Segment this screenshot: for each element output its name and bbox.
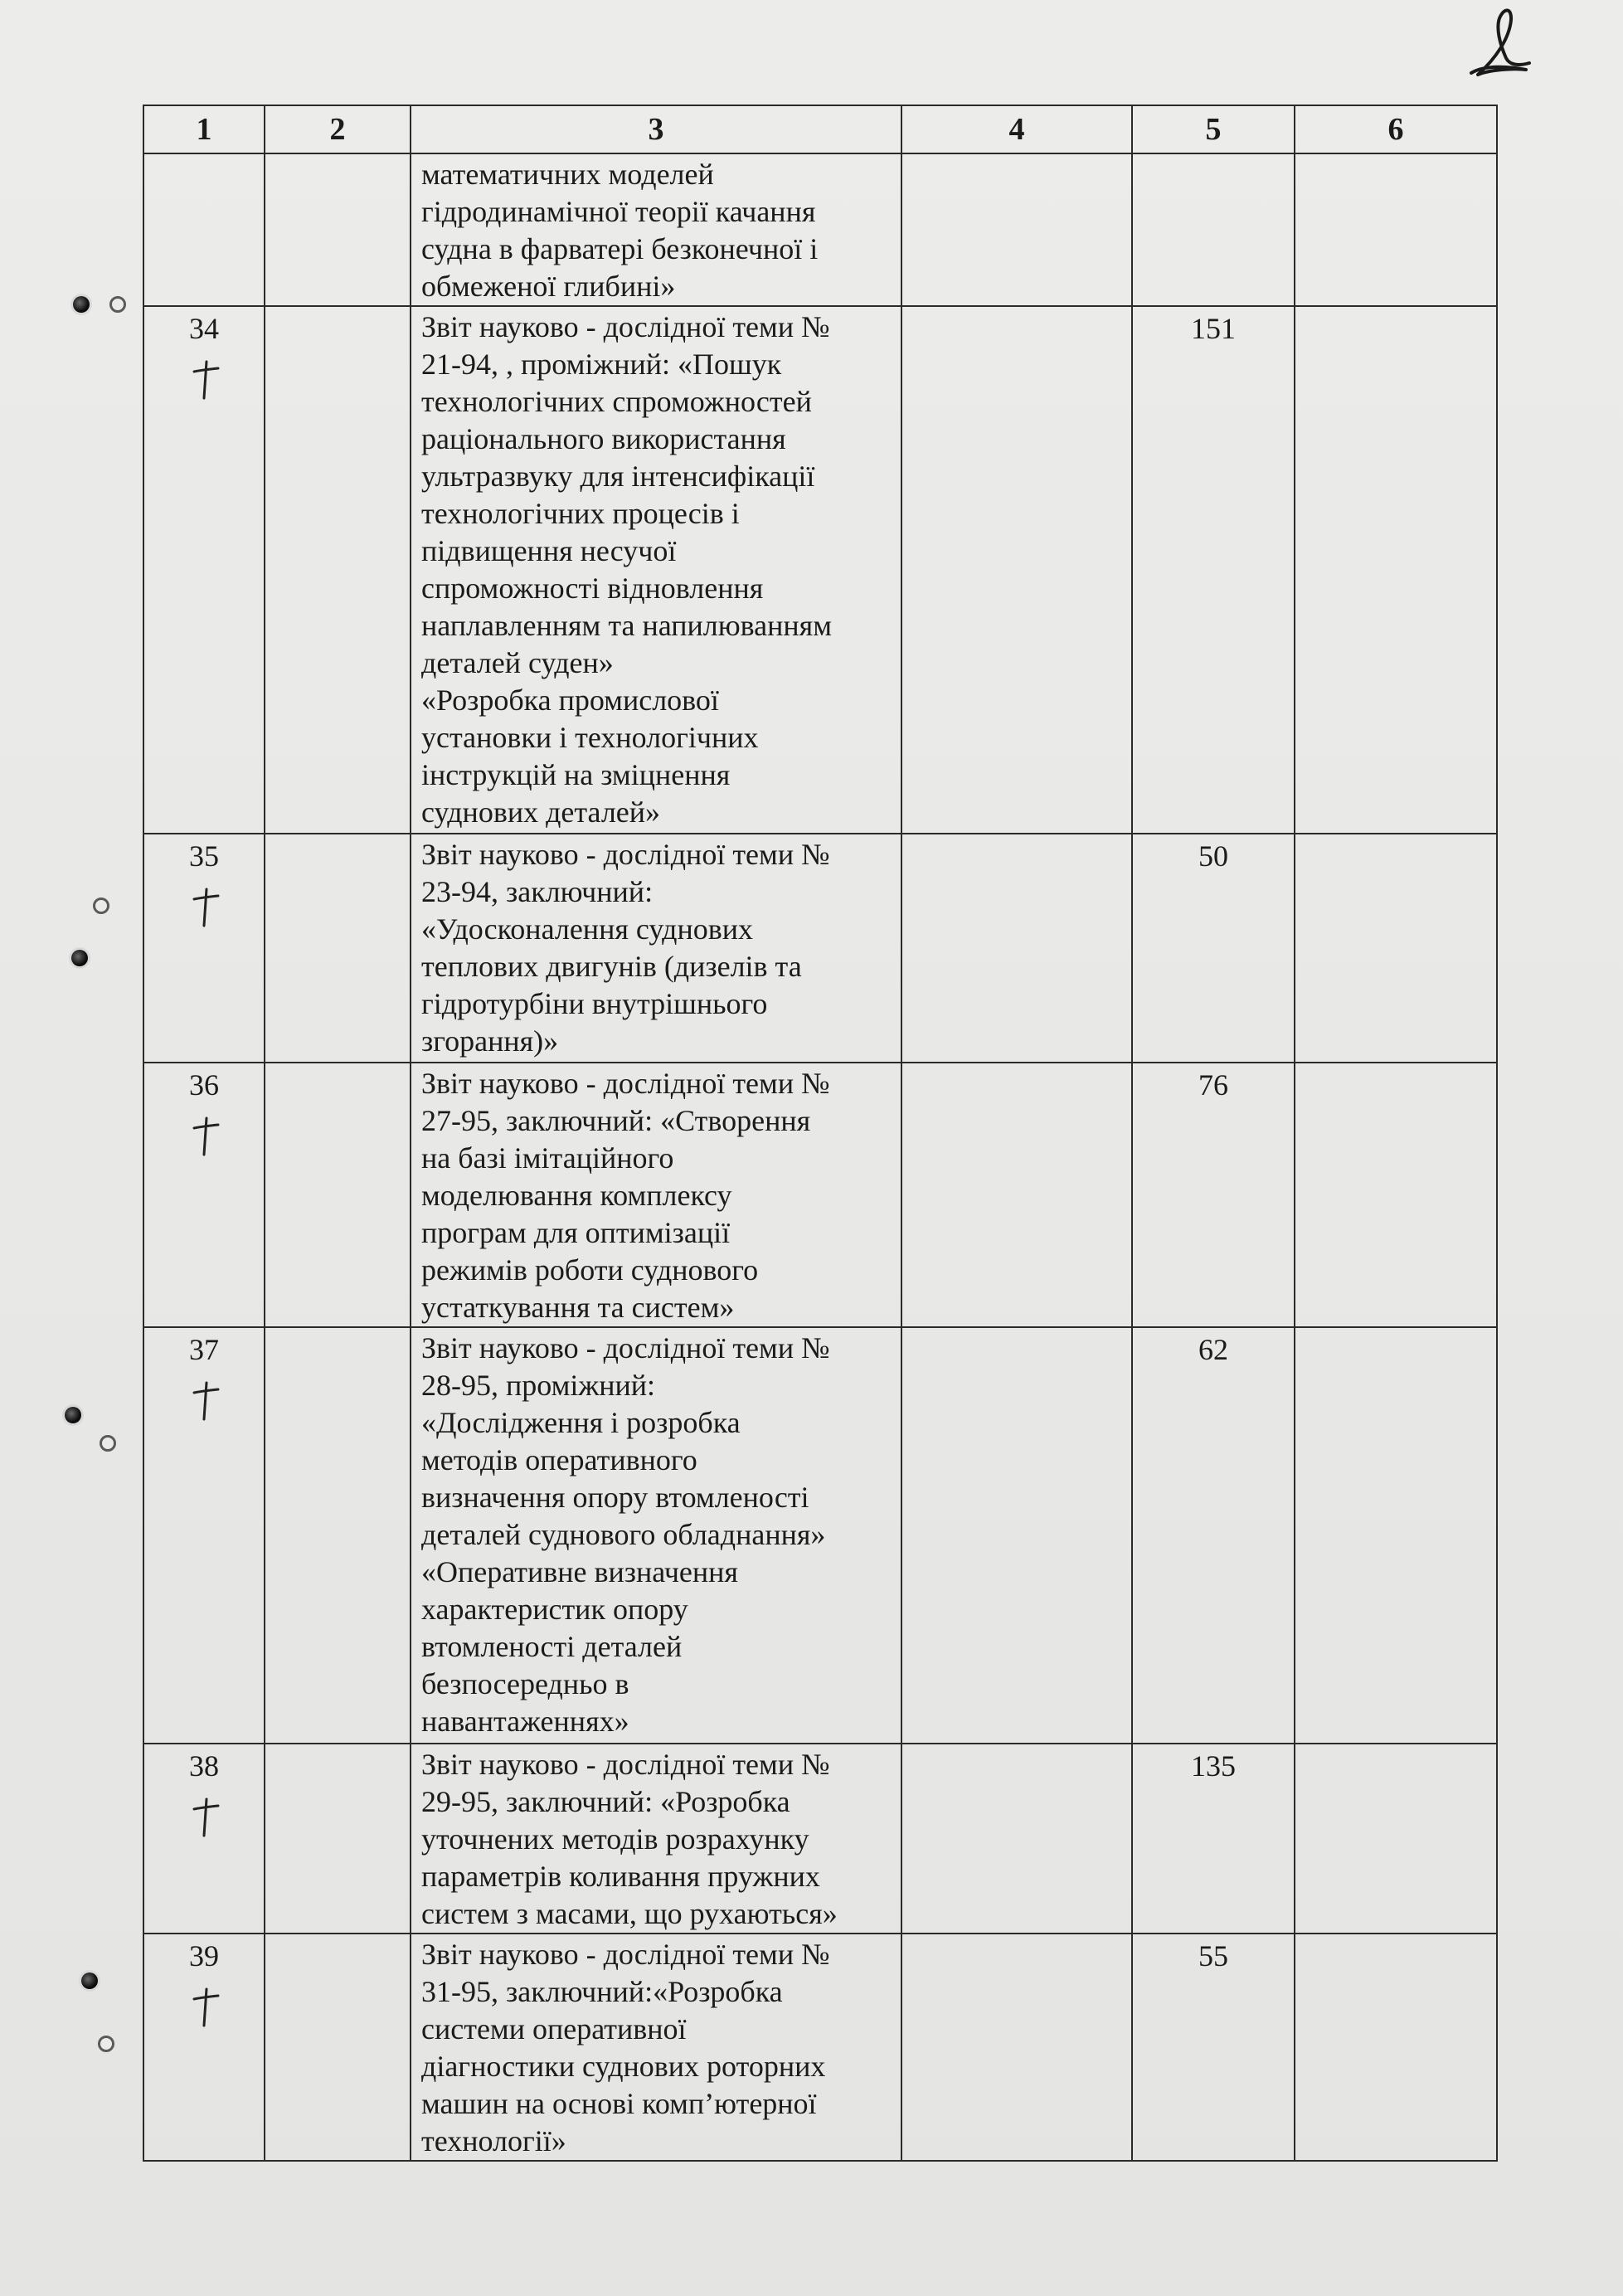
item-number: 39 [189,1939,219,1973]
description-line: 31-95, заключний:«Розробка [421,1975,783,2008]
table-body [143,153,1497,2161]
description-line: методів оперативного [421,1443,697,1476]
description-line: уточнених методів розрахунку [421,1822,809,1856]
description-line: 23-94, заключний: [421,875,654,908]
description-line: установки і технологічних [421,721,759,754]
handwritten-check-mark-icon [191,886,221,927]
binding-hole [71,950,88,966]
column-4-cell [901,1934,1132,2161]
description-line: Звіт науково - дослідної теми № [421,1331,830,1364]
table-row [143,306,1497,834]
item-number: 36 [189,1068,219,1102]
description-line: визначення опору втомленості [421,1481,809,1514]
column-2-cell [265,153,411,306]
description-line: режимів роботи суднового [421,1253,759,1287]
item-number: 35 [189,839,219,873]
description-line: втомленості деталей [421,1630,683,1663]
description-line: підвищення несучої [421,534,677,567]
column-header: 4 [901,105,1132,153]
item-description-cell [411,1934,901,2161]
table-row [143,1063,1497,1327]
table-header-row [143,105,1497,153]
column-4-cell [901,834,1132,1063]
item-number-cell [143,306,265,834]
inventory-table [143,105,1498,2162]
description-line: раціонального використання [421,422,786,455]
page-count-cell [1132,834,1295,1063]
binding-hole [65,1407,81,1423]
column-6-cell [1295,153,1497,306]
item-description-cell [411,834,901,1063]
page-count: 62 [1198,1333,1228,1366]
column-6-cell [1295,834,1497,1063]
binding-hole-ring [98,2036,114,2052]
description-line: гідротурбіни внутрішнього [421,987,768,1020]
page-count: 151 [1191,312,1236,345]
handwritten-check-mark-icon [191,358,221,400]
column-2-cell [265,1063,411,1327]
description-line: 27-95, заключний: «Створення [421,1104,811,1137]
page-count: 50 [1198,839,1228,873]
column-6-cell [1295,306,1497,834]
description-line: параметрів коливання пружних [421,1860,820,1893]
page-count-cell [1132,153,1295,306]
item-number-cell [143,1744,265,1934]
description-line: згорання)» [421,1024,559,1058]
description-line: устаткування та систем» [421,1291,735,1324]
description-line: Звіт науково - дослідної теми № [421,310,830,343]
column-6-cell [1295,1744,1497,1934]
handwritten-page-number [1460,0,1534,83]
description-line: 29-95, заключний: «Розробка [421,1785,790,1818]
description-line: 28-95, проміжний: [421,1369,656,1402]
page-count-cell [1132,1744,1295,1934]
column-4-cell [901,1744,1132,1934]
column-header: 3 [411,105,901,153]
description-line: на базі імітаційного [421,1141,674,1175]
description-line: обмеженої глибині» [421,270,676,303]
item-number: 34 [189,312,219,345]
description-line: навантаженнях» [421,1705,629,1738]
column-6-cell [1295,1063,1497,1327]
description-line: програм для оптимізації [421,1216,731,1249]
handwritten-check-mark-icon [191,1796,221,1837]
item-description-cell [411,153,901,306]
page-count: 55 [1198,1939,1228,1973]
description-line: безпосередньо в [421,1667,629,1700]
item-number-cell [143,153,265,306]
description-line: діагностики суднових роторних [421,2050,826,2083]
description-line: технологічних спроможностей [421,385,812,418]
column-header: 1 [143,105,265,153]
column-4-cell [901,1063,1132,1327]
item-number-cell [143,1327,265,1744]
description-line: гідродинамічної теорії качання [421,195,816,228]
description-line: Звіт науково - дослідної теми № [421,1938,830,1971]
item-description-cell [411,1063,901,1327]
description-line: інструкцій на зміцнення [421,758,731,791]
item-description-cell [411,1744,901,1934]
description-line: технологічних процесів і [421,497,740,530]
handwritten-check-mark-icon [191,1379,221,1421]
column-4-cell [901,1327,1132,1744]
column-2-cell [265,1744,411,1934]
description-line: «Розробка промислової [421,683,719,717]
description-line: Звіт науково - дослідної теми № [421,1067,830,1100]
handwritten-check-mark-icon [191,1986,221,2027]
description-line: деталей суден» [421,646,614,679]
column-2-cell [265,1327,411,1744]
description-line: системи оперативної [421,2012,687,2045]
description-line: теплових двигунів (дизелів та [421,950,802,983]
page-count: 135 [1191,1749,1236,1783]
binding-hole [73,296,90,313]
description-line: наплавленням та напилюванням [421,609,832,642]
column-header: 6 [1295,105,1497,153]
column-2-cell [265,1934,411,2161]
handwritten-check-mark-icon [191,1115,221,1156]
page-count-cell [1132,306,1295,834]
item-number: 37 [189,1333,219,1366]
item-number-cell [143,834,265,1063]
binding-hole-ring [109,296,126,313]
description-line: машин на основі комп’ютерної [421,2087,817,2120]
table-row [143,834,1497,1063]
description-line: Звіт науково - дослідної теми № [421,1748,830,1781]
item-number-cell [143,1063,265,1327]
item-description-cell [411,1327,901,1744]
description-line: 21-94, , проміжний: «Пошук [421,348,782,381]
description-line: «Удосконалення суднових [421,912,753,946]
column-header: 5 [1132,105,1295,153]
column-4-cell [901,306,1132,834]
description-line: характеристик опору [421,1593,688,1626]
column-2-cell [265,834,411,1063]
description-line: математичних моделей [421,158,714,191]
column-header: 2 [265,105,411,153]
binding-hole [81,1973,98,1989]
binding-hole-ring [93,897,109,914]
description-line: технології» [421,2124,566,2157]
column-6-cell [1295,1327,1497,1744]
binding-hole-ring [100,1435,116,1452]
item-number [144,154,264,158]
page-count-cell [1132,1327,1295,1744]
description-line: ультразвуку для інтенсифікації [421,460,815,493]
item-number-cell [143,1934,265,2161]
description-line: моделювання комплексу [421,1179,732,1212]
description-line: спроможності відновлення [421,572,764,605]
description-line: судна в фарватері безконечної і [421,232,819,265]
page-count-cell [1132,1934,1295,2161]
description-line: «Дослідження і розробка [421,1406,741,1439]
item-number: 38 [189,1749,219,1783]
column-2-cell [265,306,411,834]
column-6-cell [1295,1934,1497,2161]
page-count-cell [1132,1063,1295,1327]
table-row [143,153,1497,306]
description-line: систем з масами, що рухаються» [421,1897,838,1930]
table-row [143,1934,1497,2161]
table-row [143,1744,1497,1934]
page-count: 76 [1198,1068,1228,1102]
table-row [143,1327,1497,1744]
description-line: суднових деталей» [421,795,661,829]
description-line: «Оперативне визначення [421,1555,738,1588]
item-description-cell [411,306,901,834]
description-line: деталей суднового обладнання» [421,1518,826,1551]
description-line: Звіт науково - дослідної теми № [421,838,830,871]
column-4-cell [901,153,1132,306]
